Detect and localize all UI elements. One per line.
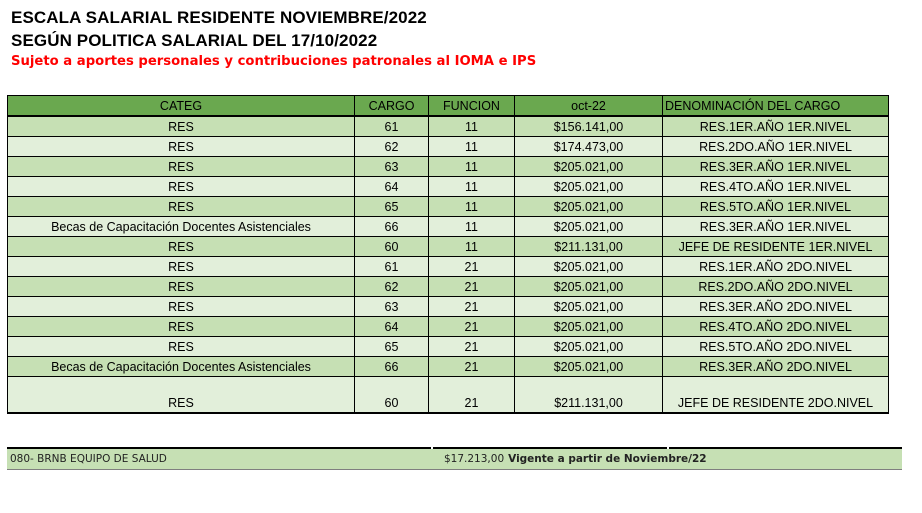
- cell-cargo: 63: [355, 157, 429, 177]
- cell-denominacion: JEFE DE RESIDENTE 1ER.NIVEL: [663, 237, 889, 257]
- footer-divider: [667, 447, 669, 449]
- cell-monto: $211.131,00: [515, 237, 663, 257]
- table-row: [8, 377, 889, 414]
- cell-cargo: 61: [355, 257, 429, 277]
- cell-denominacion: RES.4TO.AÑO 1ER.NIVEL: [663, 177, 889, 197]
- cell-denominacion: RES.2DO.AÑO 2DO.NIVEL: [663, 277, 889, 297]
- cell-monto: $205.021,00: [515, 157, 663, 177]
- cell-cargo: 62: [355, 277, 429, 297]
- cell-cargo: 63: [355, 297, 429, 317]
- cell-funcion: 21: [429, 317, 515, 337]
- table-row: [8, 277, 889, 297]
- cell-monto: $205.021,00: [515, 177, 663, 197]
- cell-monto: $205.021,00: [515, 277, 663, 297]
- cell-monto: $205.021,00: [515, 257, 663, 277]
- cell-categ: RES: [8, 137, 355, 157]
- table-header-row: [8, 96, 889, 117]
- cell-denominacion: RES.3ER.AÑO 2DO.NIVEL: [663, 297, 889, 317]
- table-row: [8, 257, 889, 277]
- table-row: [8, 116, 889, 137]
- cell-funcion: 11: [429, 177, 515, 197]
- cell-denominacion: RES.5TO.AÑO 2DO.NIVEL: [663, 337, 889, 357]
- table-row: [8, 237, 889, 257]
- cell-monto: $205.021,00: [515, 317, 663, 337]
- cell-funcion: 21: [429, 357, 515, 377]
- cell-denominacion: RES.4TO.AÑO 2DO.NIVEL: [663, 317, 889, 337]
- cell-monto: $205.021,00: [515, 337, 663, 357]
- cell-monto: $205.021,00: [515, 297, 663, 317]
- page-title: ESCALA SALARIAL RESIDENTE NOVIEMBRE/2022: [11, 8, 427, 27]
- table-row: [8, 197, 889, 217]
- cell-denominacion: RES.2DO.AÑO 1ER.NIVEL: [663, 137, 889, 157]
- cell-denominacion: RES.1ER.AÑO 1ER.NIVEL: [663, 116, 889, 137]
- cell-funcion: 11: [429, 237, 515, 257]
- cell-funcion: 11: [429, 157, 515, 177]
- cell-cargo: 61: [355, 116, 429, 137]
- cell-monto: $156.141,00: [515, 116, 663, 137]
- cell-funcion: 11: [429, 137, 515, 157]
- cell-monto: $205.021,00: [515, 357, 663, 377]
- table-row: [8, 157, 889, 177]
- page-subtitle-policy: SEGÚN POLITICA SALARIAL DEL 17/10/2022: [11, 31, 378, 50]
- cell-categ: RES: [8, 337, 355, 357]
- cell-categ: RES: [8, 297, 355, 317]
- cell-cargo: 60: [355, 237, 429, 257]
- contributions-note: Sujeto a aportes personales y contribuciones patronales al IOMA e IPS: [11, 54, 537, 69]
- cell-cargo: 64: [355, 177, 429, 197]
- cell-denominacion: RES.3ER.AÑO 2DO.NIVEL: [663, 357, 889, 377]
- cell-categ: RES: [8, 257, 355, 277]
- cell-cargo: 66: [355, 357, 429, 377]
- column-header-cargo: CARGO: [355, 96, 429, 117]
- table-row: [8, 217, 889, 237]
- footer-bar: [7, 447, 902, 470]
- footer-amount-line: [444, 453, 707, 465]
- cell-categ: RES: [8, 377, 355, 414]
- table-row: [8, 357, 889, 377]
- cell-categ: RES: [8, 157, 355, 177]
- column-header-categ: CATEG: [8, 96, 355, 117]
- column-header-month: oct-22: [515, 96, 663, 117]
- footer-amount: $17.213,00: [444, 453, 505, 465]
- cell-categ: Becas de Capacitación Docentes Asistenciales: [8, 357, 355, 377]
- cell-denominacion: RES.1ER.AÑO 2DO.NIVEL: [663, 257, 889, 277]
- cell-categ: RES: [8, 237, 355, 257]
- cell-cargo: 64: [355, 317, 429, 337]
- table-row: [8, 337, 889, 357]
- cell-monto: $205.021,00: [515, 217, 663, 237]
- cell-funcion: 11: [429, 217, 515, 237]
- cell-monto: $211.131,00: [515, 377, 663, 414]
- cell-categ: RES: [8, 197, 355, 217]
- cell-denominacion: RES.3ER.AÑO 1ER.NIVEL: [663, 217, 889, 237]
- cell-funcion: 11: [429, 116, 515, 137]
- footer-divider: [431, 447, 433, 449]
- table-row: [8, 177, 889, 197]
- salary-table: [7, 95, 889, 414]
- cell-funcion: 21: [429, 277, 515, 297]
- cell-cargo: 60: [355, 377, 429, 414]
- cell-denominacion: RES.3ER.AÑO 1ER.NIVEL: [663, 157, 889, 177]
- cell-categ: RES: [8, 317, 355, 337]
- table-row: [8, 317, 889, 337]
- cell-funcion: 21: [429, 297, 515, 317]
- cell-cargo: 65: [355, 337, 429, 357]
- cell-cargo: 65: [355, 197, 429, 217]
- cell-denominacion: JEFE DE RESIDENTE 2DO.NIVEL: [663, 377, 889, 414]
- cell-categ: RES: [8, 277, 355, 297]
- cell-funcion: 21: [429, 377, 515, 414]
- cell-monto: $174.473,00: [515, 137, 663, 157]
- table-row: [8, 137, 889, 157]
- footer-code: 080- BRNB EQUIPO DE SALUD: [10, 453, 167, 465]
- cell-denominacion: RES.5TO.AÑO 1ER.NIVEL: [663, 197, 889, 217]
- cell-cargo: 62: [355, 137, 429, 157]
- cell-funcion: 11: [429, 197, 515, 217]
- footer-vigencia: Vigente a partir de Noviembre/22: [508, 453, 707, 465]
- cell-funcion: 21: [429, 337, 515, 357]
- cell-cargo: 66: [355, 217, 429, 237]
- table-body: [8, 116, 889, 413]
- cell-categ: RES: [8, 116, 355, 137]
- column-header-funcion: FUNCION: [429, 96, 515, 117]
- cell-funcion: 21: [429, 257, 515, 277]
- cell-monto: $205.021,00: [515, 197, 663, 217]
- column-header-denominacion: DENOMINACIÓN DEL CARGO: [663, 96, 889, 117]
- cell-categ: Becas de Capacitación Docentes Asistenciales: [8, 217, 355, 237]
- cell-categ: RES: [8, 177, 355, 197]
- table-row: [8, 297, 889, 317]
